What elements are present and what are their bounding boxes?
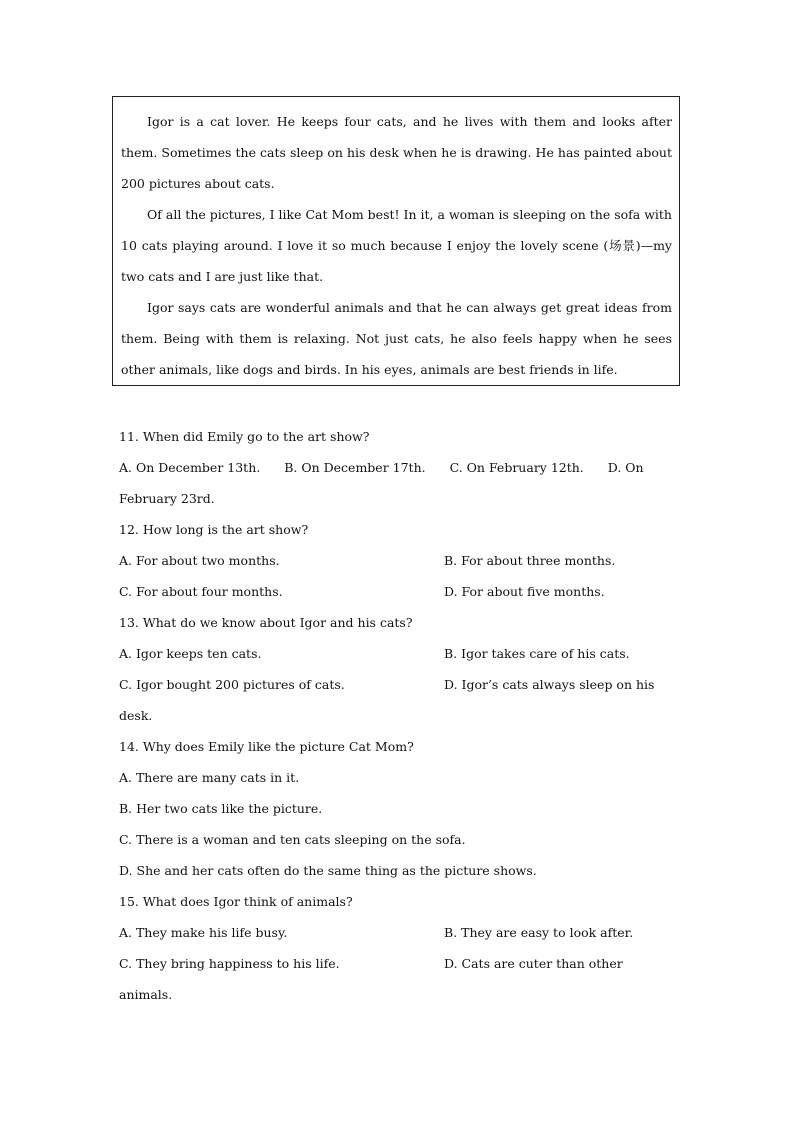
- passage-paragraph-3: Igor says cats are wonderful animals and that he can always get great ideas from them. Being with them is relaxing. Not just cats, he also feels happy when he sees other animals, like dogs and birds. In his eyes, animals are best friends in life.: [121, 300, 672, 377]
- question-list: [119, 421, 679, 1010]
- question-14-option-b[interactable]: B. Her two cats like the picture.: [119, 801, 323, 816]
- question-15-option-c[interactable]: C. They bring happiness to his life.: [119, 956, 340, 971]
- question-11-option-a[interactable]: A. On December 13th.: [119, 460, 261, 475]
- question-14-option-c[interactable]: C. There is a woman and ten cats sleeping on the sofa.: [119, 832, 466, 847]
- question-14-option-a[interactable]: A. There are many cats in it.: [119, 770, 300, 785]
- question-13-options-row-1: [119, 638, 679, 669]
- question-12-options-row-1: [119, 545, 679, 576]
- question-14-stem: 14. Why does Emily like the picture Cat Mom?: [119, 739, 414, 754]
- question-12-options-row-2: [119, 576, 679, 607]
- question-11-option-c[interactable]: C. On February 12th.: [449, 460, 584, 475]
- question-14-option-d[interactable]: D. She and her cats often do the same thing as the picture shows.: [119, 863, 537, 878]
- question-15-stem: 15. What does Igor think of animals?: [119, 894, 353, 909]
- question-15-option-a[interactable]: A. They make his life busy.: [119, 925, 288, 940]
- question-12-stem: 12. How long is the art show?: [119, 522, 309, 537]
- question-13-option-c[interactable]: C. Igor bought 200 pictures of cats.: [119, 677, 345, 692]
- question-12-option-c[interactable]: C. For about four months.: [119, 584, 283, 599]
- question-11-option-b[interactable]: B. On December 17th.: [284, 460, 426, 475]
- question-11-option-d-wrap: February 23rd.: [119, 491, 215, 506]
- question-13-options-row-2: [119, 669, 679, 700]
- passage-paragraph-1: Igor is a cat lover. He keeps four cats, and he lives with them and looks after them. Sometimes the cats sleep on his desk when he is drawing. He has painted about 200 pictures about cats.: [121, 114, 672, 191]
- question-11-option-d[interactable]: D. On: [607, 460, 644, 475]
- question-11-options: [119, 452, 679, 483]
- question-13-option-d[interactable]: D. Igor’s cats always sleep on his: [444, 677, 655, 692]
- reading-passage-box: [112, 96, 680, 386]
- question-13-option-b[interactable]: B. Igor takes care of his cats.: [444, 646, 630, 661]
- question-12-option-a[interactable]: A. For about two months.: [119, 553, 280, 568]
- question-15-option-d[interactable]: D. Cats are cuter than other: [444, 956, 623, 971]
- question-12-option-b[interactable]: B. For about three months.: [444, 553, 616, 568]
- question-15-options-row-2: [119, 948, 679, 979]
- question-15-options-row-1: [119, 917, 679, 948]
- question-13-option-a[interactable]: A. Igor keeps ten cats.: [119, 646, 262, 661]
- question-12-option-d[interactable]: D. For about five months.: [444, 584, 605, 599]
- question-15-option-d-wrap: animals.: [119, 987, 173, 1002]
- question-13-option-d-wrap: desk.: [119, 708, 153, 723]
- question-15-option-b[interactable]: B. They are easy to look after.: [444, 925, 634, 940]
- question-13-stem: 13. What do we know about Igor and his cats?: [119, 615, 413, 630]
- passage-paragraph-2: Of all the pictures, I like Cat Mom best! In it, a woman is sleeping on the sofa with 10 cats playing around. I love it so much because I enjoy the lovely scene (场景)—my two cats and I are just like that.: [121, 207, 672, 284]
- question-11-stem: 11. When did Emily go to the art show?: [119, 429, 370, 444]
